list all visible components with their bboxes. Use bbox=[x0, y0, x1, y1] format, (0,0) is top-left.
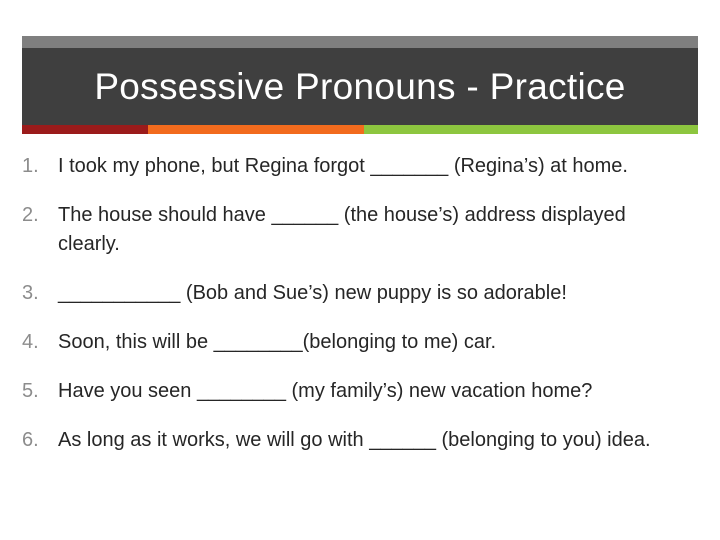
exercise-list bbox=[22, 152, 698, 475]
item-number: 1. bbox=[22, 155, 39, 177]
item-number: 2. bbox=[22, 204, 39, 226]
item-text: Soon, this will be ________(belonging to me) car. bbox=[58, 331, 497, 353]
exercise-item bbox=[22, 201, 698, 259]
slide-title: Possessive Pronouns - Practice bbox=[94, 65, 626, 107]
title-top-strip bbox=[22, 36, 698, 48]
exercise-item bbox=[22, 377, 698, 406]
exercise-item bbox=[22, 328, 698, 357]
accent-bar bbox=[22, 125, 698, 134]
item-number: 6. bbox=[22, 429, 39, 451]
item-number: 3. bbox=[22, 282, 39, 304]
item-number: 5. bbox=[22, 380, 39, 402]
item-text: I took my phone, but Regina forgot _______ (Regina’s) at home. bbox=[58, 155, 628, 177]
item-number: 4. bbox=[22, 331, 39, 353]
item-text: ___________ (Bob and Sue’s) new puppy is so adorable! bbox=[58, 282, 567, 304]
exercise-item bbox=[22, 279, 698, 308]
accent-segment-orange bbox=[148, 125, 364, 134]
exercise-item bbox=[22, 152, 698, 181]
title-bar bbox=[22, 48, 698, 125]
exercise-item bbox=[22, 426, 698, 455]
item-text: The house should have ______ (the house’s) address displayed clearly. bbox=[58, 204, 626, 255]
accent-segment-green bbox=[364, 125, 698, 134]
accent-segment-red bbox=[22, 125, 148, 134]
item-text: Have you seen ________ (my family’s) new vacation home? bbox=[58, 380, 593, 402]
item-text: As long as it works, we will go with ______ (belonging to you) idea. bbox=[58, 429, 651, 451]
